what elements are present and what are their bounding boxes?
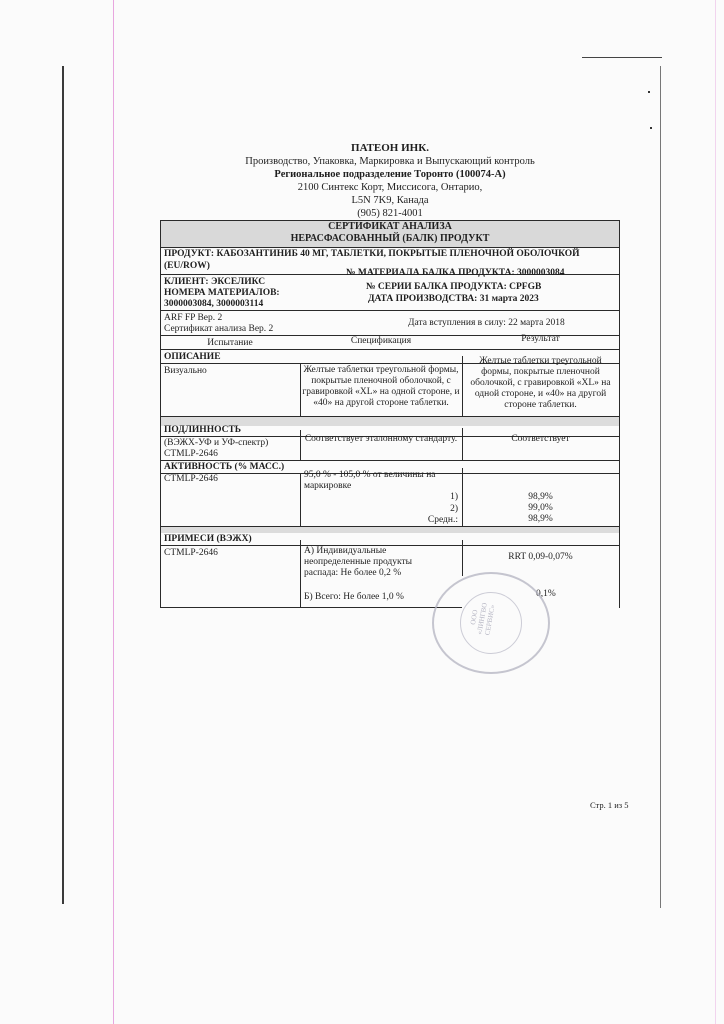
table-border: [619, 220, 620, 608]
assay-value-2: 99,0%: [528, 503, 553, 513]
table-rule: [300, 473, 301, 526]
arf-version: ARF FP Вер. 2: [164, 313, 223, 323]
scan-edge-left: [62, 66, 64, 904]
certificate-title: [160, 221, 620, 247]
section-impurities-title: ПРИМЕСИ (ВЭЖХ): [164, 534, 252, 544]
bulk-material-number: № МАТЕРИАЛА БАЛКА ПРОДУКТА: 3000003084: [346, 268, 565, 278]
section-description-title: ОПИСАНИЕ: [164, 352, 221, 362]
table-border: [160, 220, 161, 608]
page-number: Стр. 1 из 5: [590, 800, 629, 810]
description-result: Желтые таблетки треугольной формы, покрытые пленочной оболочкой, с гравировкой «XL» на одной стороне, и «40» на другой стороне таблетки.: [470, 356, 611, 410]
identity-result: Соответствует: [511, 434, 570, 444]
assay-value-3: 98,9%: [528, 514, 553, 524]
header-line-2: Региональное подразделение Торонто (100074-А): [274, 169, 506, 180]
table-border: [160, 247, 620, 248]
scan-edge-top: [582, 57, 662, 58]
header-phone: (905) 821-4001: [357, 208, 423, 219]
document-header: [160, 142, 620, 220]
certificate-version: Сертификат анализа Вер. 2: [164, 324, 274, 334]
impurities-code: CTMLP-2646: [164, 548, 218, 558]
section-identity-title: ПОДЛИННОСТЬ: [164, 425, 242, 435]
assay-spec: 95,0 % - 105,0 % от величины на маркировке: [304, 470, 436, 491]
production-date: ДАТА ПРОИЗВОДСТВА: 31 марта 2023: [368, 294, 539, 304]
assay-label-3: Средн.:: [427, 515, 458, 525]
scan-speck: [650, 127, 652, 129]
description-spec: Желтые таблетки треугольной формы, покрытые пленочной оболочкой, с гравировкой «XL» на одной стороне, и «40» на другой стороне таблетки.: [302, 365, 460, 408]
assay-code: CTMLP-2646: [164, 474, 218, 484]
effective-date: Дата вступления в силу: 22 марта 2018: [408, 318, 565, 328]
certificate-title-line-2: НЕРАСФАСОВАННЫЙ (БАЛК) ПРОДУКТ: [290, 233, 490, 244]
impurities-result-b: 0,1%: [536, 589, 556, 599]
identity-method: (ВЭЖХ-УФ и УФ-спектр): [164, 438, 269, 448]
table-rule: [462, 468, 463, 526]
assay-value-1: 98,9%: [528, 492, 553, 502]
impurities-spec-b: Б) Всего: Не более 1,0 %: [304, 592, 404, 602]
header-line-1: Производство, Упаковка, Маркировка и Выпускающий контроль: [245, 156, 535, 167]
company-name: ПАТЕОН ИНК.: [351, 142, 429, 154]
certificate-title-line-1: СЕРТИФИКАТ АНАЛИЗА: [328, 221, 452, 232]
header-line-4: L5N 7K9, Канада: [351, 195, 429, 206]
section-assay-title: АКТИВНОСТЬ (% МАСС.): [164, 462, 285, 472]
identity-code: CTMLP-2646: [164, 449, 218, 459]
description-test: Визуально: [164, 366, 207, 376]
assay-label-1: 1): [450, 492, 458, 502]
assay-label-2: 2): [450, 504, 458, 514]
table-rule: [462, 428, 463, 460]
materials-label: НОМЕРА МАТЕРИАЛОВ:: [164, 288, 280, 298]
table-rule: [300, 430, 301, 460]
column-test: Испытание: [207, 338, 253, 348]
materials-value: 3000003084, 3000003114: [164, 299, 264, 309]
table-border: [160, 220, 620, 221]
table-rule: [300, 540, 301, 608]
table-rule: [462, 540, 463, 576]
client: КЛИЕНТ: ЭКСЕЛИКС: [164, 277, 266, 287]
table-rule: [160, 607, 462, 608]
column-result: Результат: [521, 334, 560, 344]
table-rule: [160, 310, 620, 311]
product-line: ПРОДУКТ: КАБОЗАНТИНИБ 40 МГ, ТАБЛЕТКИ, ПОКРЫТЫЕ ПЛЕНОЧНОЙ ОБОЛОЧКОЙ: [164, 249, 580, 259]
impurities-result-a: RRT 0,09-0,07%: [508, 552, 573, 562]
bulk-series-number: № СЕРИИ БАЛКА ПРОДУКТА: CPFGB: [366, 282, 542, 292]
table-rule: [160, 460, 620, 461]
section-shade: [161, 527, 619, 533]
page-margin-line: [113, 0, 114, 1024]
scan-edge-right: [660, 66, 661, 908]
column-spec: Спецификация: [350, 336, 412, 346]
impurities-spec-a: А) Индивидуальные неопределенные продукты распада: Не более 0,2 %: [304, 546, 413, 578]
table-rule: [160, 349, 620, 350]
identity-spec: Соответствует эталонному стандарту.: [304, 434, 458, 444]
table-rule: [300, 363, 301, 417]
table-rule: [462, 356, 463, 417]
page-edge-line: [715, 0, 716, 1024]
product-region: (EU/ROW): [164, 261, 210, 271]
translation-stamp-text: ООО «ЛИНГВО СЕРВИС»: [468, 602, 497, 636]
header-line-3: 2100 Синтекс Корт, Миссисога, Онтарио,: [297, 182, 483, 193]
scan-speck: [648, 91, 650, 93]
